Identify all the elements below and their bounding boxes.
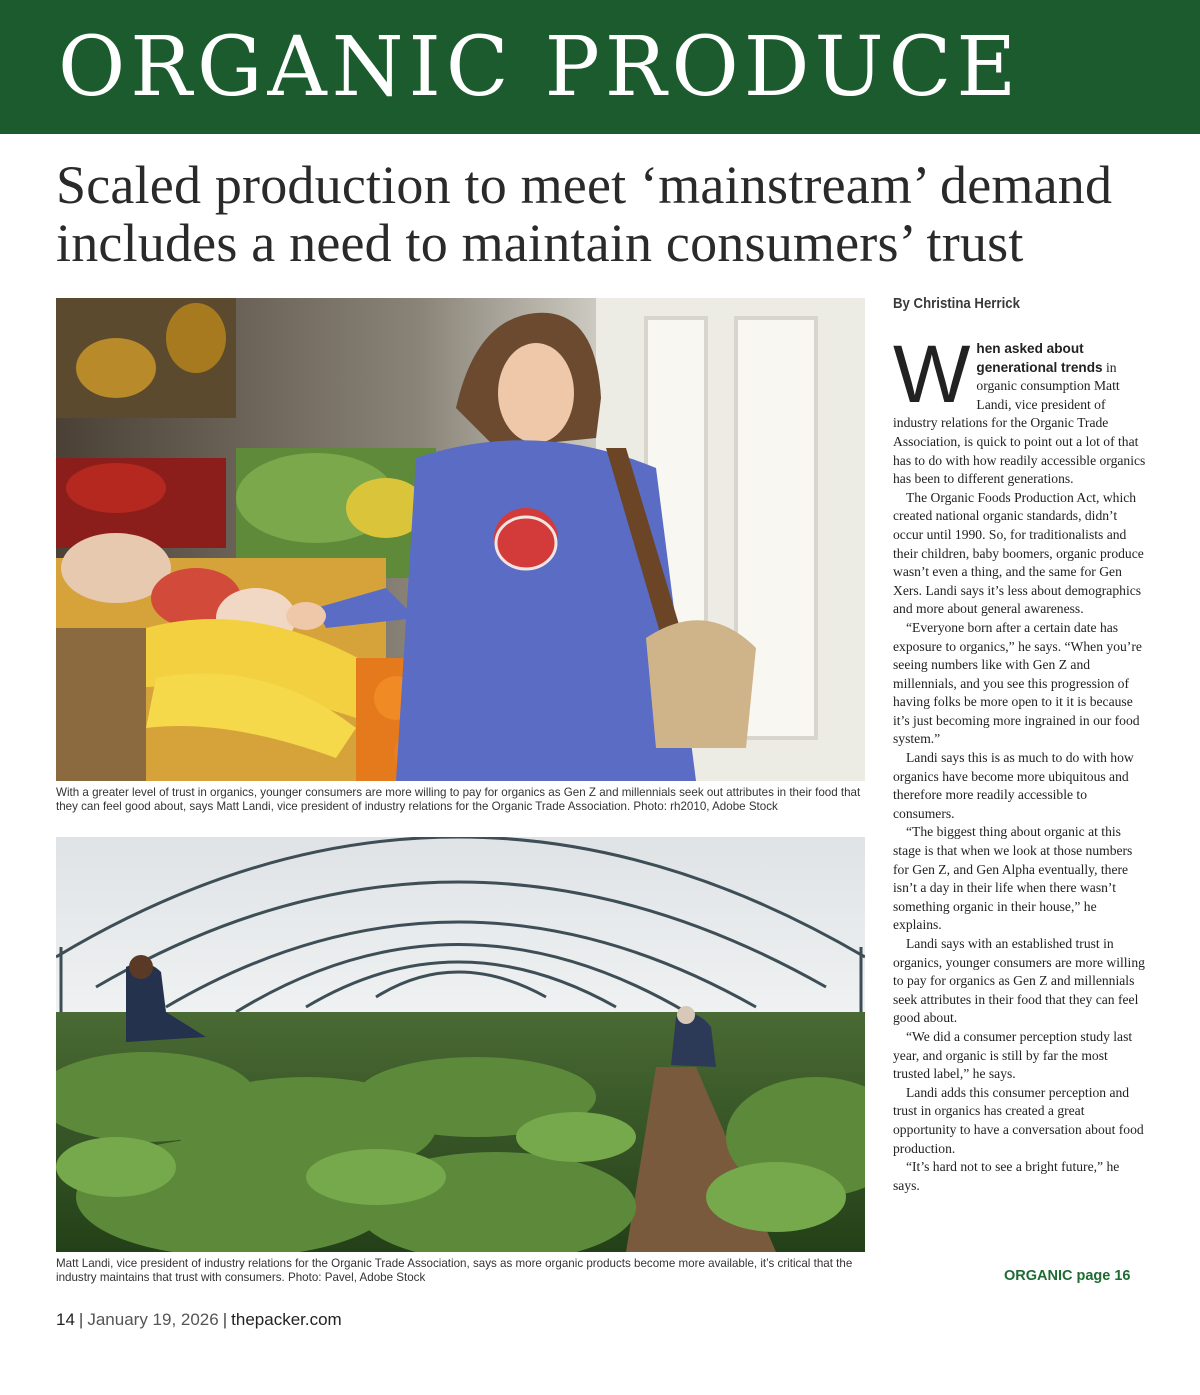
market-shopper-photo bbox=[56, 298, 865, 781]
article-paragraph: Landi says this is as much to do with how organics have become more ubiquitous and therefore more readily accessible to consumers. bbox=[893, 750, 1134, 821]
section-title: ORGANIC PRODUCE bbox=[58, 20, 1022, 115]
page-number: 14 bbox=[56, 1310, 75, 1329]
greenhouse-photo bbox=[56, 837, 865, 1252]
article-body bbox=[893, 329, 1148, 1195]
issue-date: January 19, 2026 bbox=[87, 1310, 219, 1329]
byline: By Christina Herrick bbox=[893, 295, 1020, 312]
article-paragraph: “It’s hard not to see a bright future,” he says. bbox=[893, 1159, 1120, 1193]
footer-separator: | bbox=[222, 1310, 228, 1329]
article-paragraph: “Everyone born after a certain date has exposure to organics,” he says. “When you’re seeing numbers like with Gen Z and millennials, and you see this progression of having folks be more open to it it is because it’s just becoming more ingrained in our food system.” bbox=[893, 619, 1142, 747]
lead-in-text: in organic consumption Matt Landi, vice president of industry relations for the Organic Trade Association, is quick to point out a lot of that has to do with how readily accessible organics has been to different generations. bbox=[893, 359, 1146, 487]
drop-cap: W bbox=[893, 329, 971, 420]
page-footer bbox=[56, 1310, 342, 1330]
site-url: thepacker.com bbox=[231, 1310, 342, 1329]
continued-jump-line: ORGANIC page 16 bbox=[1004, 1268, 1131, 1284]
article-paragraph: “We did a consumer perception study last year, and organic is still by far the most trusted label,” he says. bbox=[893, 1028, 1133, 1082]
article-paragraph: “The biggest thing about organic at this stage is that when we look at those numbers for Gen Z, and Gen Alpha eventually, there isn’t a day in their life when there wasn’t something organic in their house,” he explains. bbox=[893, 824, 1133, 933]
photo-caption-2: Matt Landi, vice president of industry relations for the Organic Trade Association, says as more organic products become more available, it’s critical that the industry maintains that trust with consumers. Photo: Pavel, Adobe Stock bbox=[56, 1257, 853, 1284]
article-headline: Scaled production to meet ‘mainstream’ demand includes a need to maintain consumers’ trust bbox=[56, 155, 1113, 273]
article-paragraph: The Organic Foods Production Act, which created national organic standards, didn’t occur until 1990. So, for traditionalists and their children, baby boomers, organic produce wasn’t even a thing, and the same for Gen Xers. Landi says it’s less about demographics and more about general awareness. bbox=[893, 489, 1144, 617]
market-shopper-image bbox=[56, 298, 865, 781]
greenhouse-image bbox=[56, 837, 865, 1252]
lead-in-bold: hen asked about generational trends bbox=[976, 341, 1103, 375]
article-paragraph: Landi says with an established trust in organics, younger consumers are more willing to pay for organics as Gen Z and millennials seek attributes in their food that they can feel good about. bbox=[893, 936, 1145, 1026]
photo-caption-1: With a greater level of trust in organics, younger consumers are more willing to pay for organics as Gen Z and millennials seek out attributes in their food that they can feel good about, says Matt Landi, vice president of industry relations for the Organic Trade Association. Photo: rh2010, Adobe Stock bbox=[56, 786, 861, 813]
section-banner bbox=[0, 0, 1200, 134]
footer-separator: | bbox=[78, 1310, 84, 1329]
article-lead-paragraph bbox=[893, 329, 1148, 489]
article-paragraph: Landi adds this consumer perception and trust in organics has created a great opportunity to have a conversation about food production. bbox=[893, 1084, 1144, 1156]
